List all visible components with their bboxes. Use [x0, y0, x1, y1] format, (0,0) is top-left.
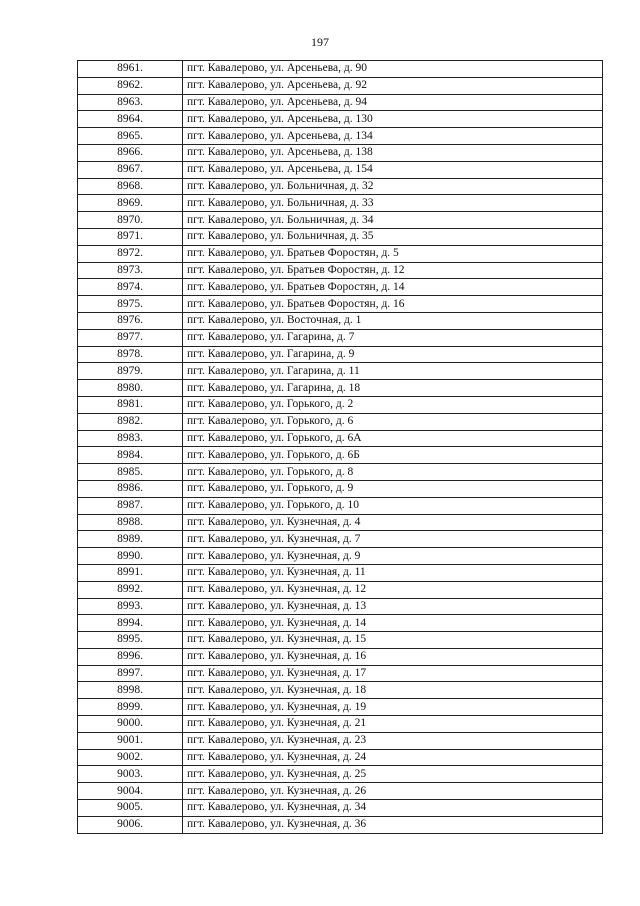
table-row — [78, 245, 603, 262]
table-row — [78, 783, 603, 800]
row-address: пгт. Кавалерово, ул. Братьев Форостян, д. 12 — [183, 262, 603, 279]
row-address: пгт. Кавалерово, ул. Кузнечная, д. 11 — [183, 564, 603, 581]
row-number: 8981. — [78, 396, 183, 413]
row-address: пгт. Кавалерово, ул. Кузнечная, д. 7 — [183, 531, 603, 548]
row-number: 8995. — [78, 632, 183, 649]
row-address: пгт. Кавалерово, ул. Кузнечная, д. 15 — [183, 632, 603, 649]
table-row — [78, 413, 603, 430]
row-address: пгт. Кавалерово, ул. Кузнечная, д. 24 — [183, 749, 603, 766]
row-number: 8966. — [78, 144, 183, 161]
row-number: 8996. — [78, 648, 183, 665]
row-address: пгт. Кавалерово, ул. Кузнечная, д. 18 — [183, 682, 603, 699]
table-row — [78, 766, 603, 783]
row-number: 9006. — [78, 816, 183, 833]
row-address: пгт. Кавалерово, ул. Больничная, д. 35 — [183, 228, 603, 245]
row-address: пгт. Кавалерово, ул. Кузнечная, д. 23 — [183, 732, 603, 749]
row-address: пгт. Кавалерово, ул. Арсеньева, д. 154 — [183, 161, 603, 178]
table-row — [78, 195, 603, 212]
table-row — [78, 128, 603, 145]
table-row — [78, 228, 603, 245]
row-number: 8977. — [78, 329, 183, 346]
row-address: пгт. Кавалерово, ул. Братьев Форостян, д. 14 — [183, 279, 603, 296]
table-row — [78, 732, 603, 749]
row-number: 8990. — [78, 548, 183, 565]
table-row — [78, 480, 603, 497]
row-address: пгт. Кавалерово, ул. Кузнечная, д. 19 — [183, 699, 603, 716]
table-row — [78, 380, 603, 397]
row-number: 9001. — [78, 732, 183, 749]
table-row — [78, 665, 603, 682]
table-row — [78, 161, 603, 178]
row-number: 8982. — [78, 413, 183, 430]
row-address: пгт. Кавалерово, ул. Гагарина, д. 7 — [183, 329, 603, 346]
row-number: 8979. — [78, 363, 183, 380]
table-row — [78, 279, 603, 296]
table-row — [78, 699, 603, 716]
table-row — [78, 312, 603, 329]
table-row — [78, 212, 603, 229]
address-table — [77, 60, 603, 834]
row-address: пгт. Кавалерово, ул. Больничная, д. 33 — [183, 195, 603, 212]
row-address: пгт. Кавалерово, ул. Кузнечная, д. 36 — [183, 816, 603, 833]
row-address: пгт. Кавалерово, ул. Горького, д. 2 — [183, 396, 603, 413]
page-number: 197 — [311, 35, 329, 49]
row-number: 8974. — [78, 279, 183, 296]
row-number: 8989. — [78, 531, 183, 548]
row-address: пгт. Кавалерово, ул. Кузнечная, д. 12 — [183, 581, 603, 598]
row-address: пгт. Кавалерово, ул. Больничная, д. 32 — [183, 178, 603, 195]
table-row — [78, 816, 603, 833]
row-number: 9002. — [78, 749, 183, 766]
row-address: пгт. Кавалерово, ул. Арсеньева, д. 130 — [183, 111, 603, 128]
row-address: пгт. Кавалерово, ул. Восточная, д. 1 — [183, 312, 603, 329]
table-row — [78, 716, 603, 733]
row-number: 9000. — [78, 716, 183, 733]
row-address: пгт. Кавалерово, ул. Кузнечная, д. 21 — [183, 716, 603, 733]
row-number: 8963. — [78, 94, 183, 111]
row-number: 9003. — [78, 766, 183, 783]
row-address: пгт. Кавалерово, ул. Братьев Форостян, д. 5 — [183, 245, 603, 262]
row-number: 8964. — [78, 111, 183, 128]
row-address: пгт. Кавалерово, ул. Горького, д. 8 — [183, 464, 603, 481]
row-number: 8993. — [78, 598, 183, 615]
row-number: 8987. — [78, 497, 183, 514]
row-address: пгт. Кавалерово, ул. Больничная, д. 34 — [183, 212, 603, 229]
row-number: 9005. — [78, 800, 183, 817]
table-row — [78, 548, 603, 565]
row-address: пгт. Кавалерово, ул. Кузнечная, д. 9 — [183, 548, 603, 565]
row-number: 9004. — [78, 783, 183, 800]
row-number: 8994. — [78, 615, 183, 632]
table-row — [78, 514, 603, 531]
row-number: 8975. — [78, 296, 183, 313]
row-address: пгт. Кавалерово, ул. Гагарина, д. 9 — [183, 346, 603, 363]
table-row — [78, 598, 603, 615]
table-row — [78, 581, 603, 598]
table-row — [78, 497, 603, 514]
table-row — [78, 346, 603, 363]
table-row — [78, 178, 603, 195]
row-address: пгт. Кавалерово, ул. Братьев Форостян, д. 16 — [183, 296, 603, 313]
row-address: пгт. Кавалерово, ул. Арсеньева, д. 92 — [183, 77, 603, 94]
row-number: 8980. — [78, 380, 183, 397]
row-number: 8983. — [78, 430, 183, 447]
row-address: пгт. Кавалерово, ул. Кузнечная, д. 4 — [183, 514, 603, 531]
row-address: пгт. Кавалерово, ул. Горького, д. 6 — [183, 413, 603, 430]
row-number: 8999. — [78, 699, 183, 716]
row-number: 8965. — [78, 128, 183, 145]
table-row — [78, 262, 603, 279]
row-number: 8985. — [78, 464, 183, 481]
table-row — [78, 94, 603, 111]
table-row — [78, 111, 603, 128]
row-number: 8972. — [78, 245, 183, 262]
row-number: 8998. — [78, 682, 183, 699]
row-number: 8971. — [78, 228, 183, 245]
row-address: пгт. Кавалерово, ул. Горького, д. 6А — [183, 430, 603, 447]
row-address: пгт. Кавалерово, ул. Гагарина, д. 11 — [183, 363, 603, 380]
table-row — [78, 464, 603, 481]
table-row — [78, 447, 603, 464]
row-number: 8978. — [78, 346, 183, 363]
row-address: пгт. Кавалерово, ул. Арсеньева, д. 138 — [183, 144, 603, 161]
row-address: пгт. Кавалерово, ул. Кузнечная, д. 26 — [183, 783, 603, 800]
table-row — [78, 615, 603, 632]
row-address: пгт. Кавалерово, ул. Арсеньева, д. 134 — [183, 128, 603, 145]
table-row — [78, 632, 603, 649]
row-address: пгт. Кавалерово, ул. Кузнечная, д. 14 — [183, 615, 603, 632]
row-number: 8976. — [78, 312, 183, 329]
row-address: пгт. Кавалерово, ул. Кузнечная, д. 34 — [183, 800, 603, 817]
table-row — [78, 430, 603, 447]
row-number: 8969. — [78, 195, 183, 212]
row-number: 8992. — [78, 581, 183, 598]
table-row — [78, 749, 603, 766]
table-row — [78, 648, 603, 665]
table-row — [78, 531, 603, 548]
row-address: пгт. Кавалерово, ул. Горького, д. 9 — [183, 480, 603, 497]
table-row — [78, 564, 603, 581]
row-number: 8988. — [78, 514, 183, 531]
row-number: 8970. — [78, 212, 183, 229]
table-row — [78, 296, 603, 313]
row-number: 8961. — [78, 61, 183, 78]
row-address: пгт. Кавалерово, ул. Горького, д. 6Б — [183, 447, 603, 464]
row-address: пгт. Кавалерово, ул. Арсеньева, д. 94 — [183, 94, 603, 111]
table-row — [78, 800, 603, 817]
table-row — [78, 329, 603, 346]
table-row — [78, 77, 603, 94]
row-number: 8984. — [78, 447, 183, 464]
address-table-body — [78, 61, 603, 834]
table-row — [78, 363, 603, 380]
row-number: 8973. — [78, 262, 183, 279]
row-number: 8986. — [78, 480, 183, 497]
row-address: пгт. Кавалерово, ул. Кузнечная, д. 13 — [183, 598, 603, 615]
row-address: пгт. Кавалерово, ул. Кузнечная, д. 25 — [183, 766, 603, 783]
table-row — [78, 682, 603, 699]
row-number: 8968. — [78, 178, 183, 195]
table-row — [78, 396, 603, 413]
row-number: 8991. — [78, 564, 183, 581]
row-number: 8997. — [78, 665, 183, 682]
row-address: пгт. Кавалерово, ул. Кузнечная, д. 16 — [183, 648, 603, 665]
row-address: пгт. Кавалерово, ул. Арсеньева, д. 90 — [183, 61, 603, 78]
row-number: 8967. — [78, 161, 183, 178]
row-address: пгт. Кавалерово, ул. Кузнечная, д. 17 — [183, 665, 603, 682]
row-address: пгт. Кавалерово, ул. Гагарина, д. 18 — [183, 380, 603, 397]
table-row — [78, 144, 603, 161]
row-number: 8962. — [78, 77, 183, 94]
row-address: пгт. Кавалерово, ул. Горького, д. 10 — [183, 497, 603, 514]
table-row — [78, 61, 603, 78]
